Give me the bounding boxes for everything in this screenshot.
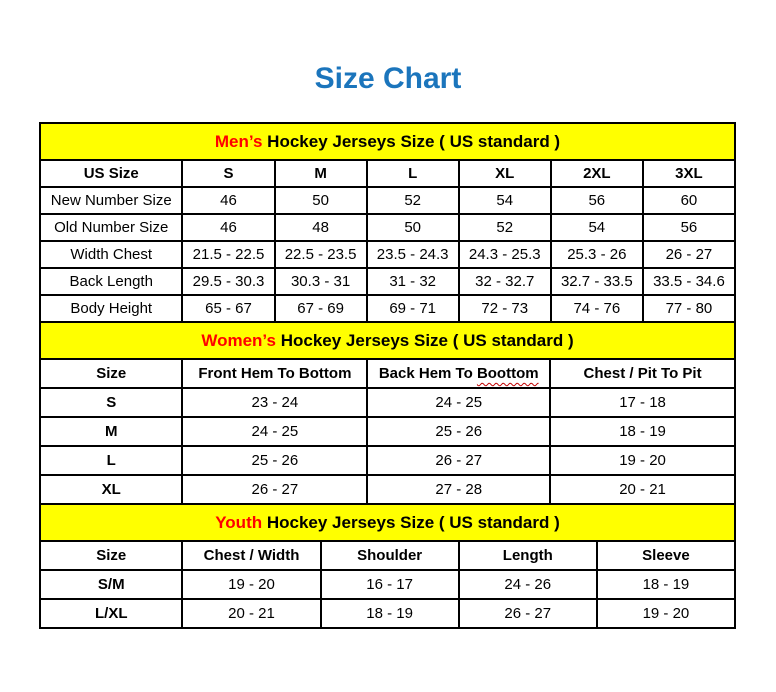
- row-label: M: [40, 417, 182, 446]
- cell-value: 77 - 80: [643, 295, 735, 322]
- womens-band-text: Hockey Jerseys Size ( US standard ): [280, 331, 574, 350]
- womens-section-band: [39, 321, 736, 360]
- youth-header-row: [40, 541, 735, 570]
- cell-value: 20 - 21: [550, 475, 735, 504]
- page-title: Size Chart: [314, 62, 462, 95]
- cell-value: 24 - 25: [367, 388, 550, 417]
- cell-value: 20 - 21: [182, 599, 320, 628]
- column-header-text: Back Hem To: [378, 365, 473, 382]
- youth-section-band: [39, 503, 736, 542]
- cell-value: 29.5 - 30.3: [182, 268, 274, 295]
- cell-value: 24.3 - 25.3: [459, 241, 551, 268]
- column-header: Chest / Pit To Pit: [550, 359, 735, 388]
- womens-size-table: [39, 358, 736, 505]
- cell-value: 50: [367, 214, 459, 241]
- cell-value: 26 - 27: [367, 446, 550, 475]
- cell-value: 50: [275, 187, 367, 214]
- table-row: [40, 214, 735, 241]
- mens-band-highlight: Men’s: [214, 132, 263, 151]
- column-header: US Size: [40, 160, 182, 187]
- cell-value: 48: [275, 214, 367, 241]
- cell-value: 18 - 19: [321, 599, 459, 628]
- row-label: Width Chest: [40, 241, 182, 268]
- cell-value: 69 - 71: [367, 295, 459, 322]
- table-row: [40, 475, 735, 504]
- row-label: Back Length: [40, 268, 182, 295]
- cell-value: 32.7 - 33.5: [551, 268, 643, 295]
- column-header: 2XL: [551, 160, 643, 187]
- row-label: Old Number Size: [40, 214, 182, 241]
- column-header: Size: [40, 541, 182, 570]
- cell-value: 19 - 20: [597, 599, 735, 628]
- cell-value: 56: [643, 214, 735, 241]
- cell-value: 22.5 - 23.5: [275, 241, 367, 268]
- column-header: Front Hem To Bottom: [182, 359, 367, 388]
- cell-value: 30.3 - 31: [275, 268, 367, 295]
- cell-value: 72 - 73: [459, 295, 551, 322]
- size-chart: [39, 122, 736, 629]
- table-row: [40, 268, 735, 295]
- cell-value: 19 - 20: [550, 446, 735, 475]
- cell-value: 56: [551, 187, 643, 214]
- cell-value: 26 - 27: [643, 241, 735, 268]
- youth-band-highlight: Youth: [215, 513, 263, 532]
- cell-value: 32 - 32.7: [459, 268, 551, 295]
- cell-value: 24 - 25: [182, 417, 367, 446]
- column-header: Chest / Width: [182, 541, 320, 570]
- cell-value: 25.3 - 26: [551, 241, 643, 268]
- row-label: New Number Size: [40, 187, 182, 214]
- cell-value: 25 - 26: [367, 417, 550, 446]
- table-row: [40, 570, 735, 599]
- cell-value: 65 - 67: [182, 295, 274, 322]
- column-header: Size: [40, 359, 182, 388]
- cell-value: 52: [459, 214, 551, 241]
- row-label: L/XL: [40, 599, 182, 628]
- table-row: [40, 388, 735, 417]
- table-row: [40, 241, 735, 268]
- cell-value: 25 - 26: [182, 446, 367, 475]
- cell-value: 74 - 76: [551, 295, 643, 322]
- table-row: [40, 295, 735, 322]
- misspelled-word: Boottom: [476, 365, 539, 382]
- cell-value: 26 - 27: [182, 475, 367, 504]
- cell-value: 27 - 28: [367, 475, 550, 504]
- mens-header-row: [40, 160, 735, 187]
- column-header: Shoulder: [321, 541, 459, 570]
- cell-value: 31 - 32: [367, 268, 459, 295]
- cell-value: 46: [182, 187, 274, 214]
- column-header: L: [367, 160, 459, 187]
- mens-section-band: [39, 122, 736, 161]
- cell-value: 33.5 - 34.6: [643, 268, 735, 295]
- cell-value: 21.5 - 22.5: [182, 241, 274, 268]
- youth-size-table: [39, 540, 736, 629]
- mens-band-text: Hockey Jerseys Size ( US standard ): [267, 132, 561, 151]
- cell-value: 18 - 19: [550, 417, 735, 446]
- row-label: Body Height: [40, 295, 182, 322]
- cell-value: 52: [367, 187, 459, 214]
- cell-value: 46: [182, 214, 274, 241]
- cell-value: 67 - 69: [275, 295, 367, 322]
- youth-band-text: Hockey Jerseys Size ( US standard ): [266, 513, 560, 532]
- table-row: [40, 446, 735, 475]
- cell-value: 60: [643, 187, 735, 214]
- column-header: Sleeve: [597, 541, 735, 570]
- column-header: 3XL: [643, 160, 735, 187]
- cell-value: 23.5 - 24.3: [367, 241, 459, 268]
- column-header: XL: [459, 160, 551, 187]
- womens-band-highlight: Women’s: [201, 331, 276, 350]
- column-header: Length: [459, 541, 597, 570]
- cell-value: 17 - 18: [550, 388, 735, 417]
- row-label: XL: [40, 475, 182, 504]
- cell-value: 54: [459, 187, 551, 214]
- cell-value: 19 - 20: [182, 570, 320, 599]
- column-header: S: [182, 160, 274, 187]
- row-label: S: [40, 388, 182, 417]
- column-header: [367, 359, 550, 388]
- cell-value: 24 - 26: [459, 570, 597, 599]
- table-row: [40, 599, 735, 628]
- table-row: [40, 187, 735, 214]
- column-header: M: [275, 160, 367, 187]
- cell-value: 54: [551, 214, 643, 241]
- cell-value: 18 - 19: [597, 570, 735, 599]
- row-label: S/M: [40, 570, 182, 599]
- mens-size-table: [39, 159, 736, 323]
- row-label: L: [40, 446, 182, 475]
- table-row: [40, 417, 735, 446]
- cell-value: 23 - 24: [182, 388, 367, 417]
- cell-value: 16 - 17: [321, 570, 459, 599]
- womens-header-row: [40, 359, 735, 388]
- cell-value: 26 - 27: [459, 599, 597, 628]
